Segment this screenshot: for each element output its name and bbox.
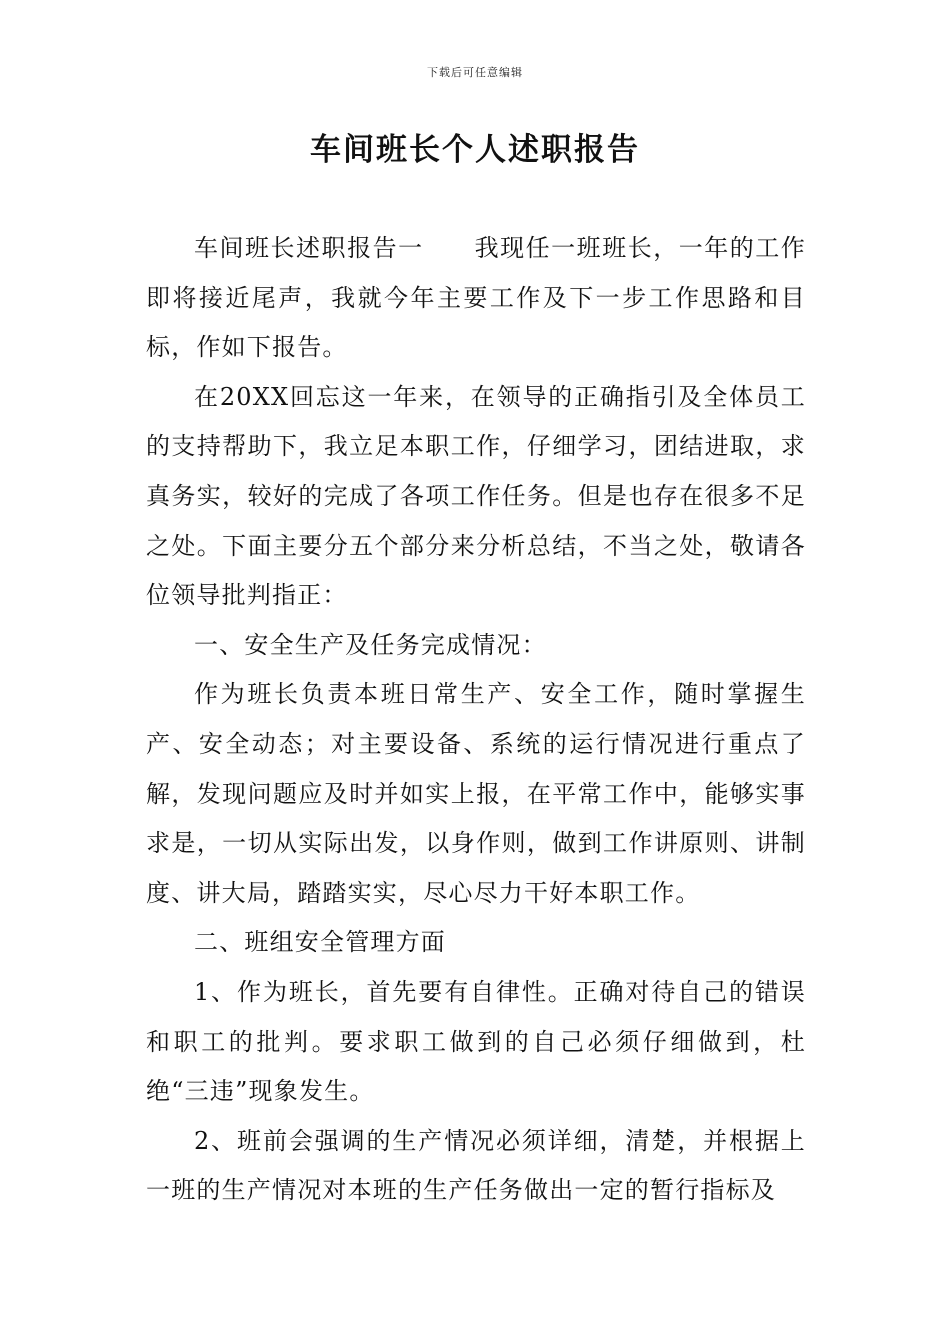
document-body xyxy=(146,224,806,1216)
document-title: 车间班长个人述职报告 xyxy=(310,132,640,168)
paragraph-intro: 车间班长述职报告一 我现任一班班长，一年的工作即将接近尾声，我就今年主要工作及下一步工作思路和目标，作如下报告。 xyxy=(146,234,806,362)
section-heading-safety-production: 一、安全生产及任务完成情况： xyxy=(194,630,547,659)
paragraph-safety-production: 作为班长负责本班日常生产、安全工作，随时掌握生产、安全动态；对主要设备、系统的运行情况进行重点了解，发现问题应及时并如实上报，在平常工作中，能够实事求是，一切从实际出发，以身作则，做到工作讲原则、讲制度、讲大局，踏踏实实，尽心尽力干好本职工作。 xyxy=(146,680,806,907)
section-heading-team-safety: 二、班组安全管理方面 xyxy=(194,928,446,957)
paragraph-item-1: 1、作为班长，首先要有自律性。正确对待自己的错误和职工的批判。要求职工做到的自己必须仔细做到，杜绝“三违”现象发生。 xyxy=(146,977,806,1106)
paragraph-item-2: 2、班前会强调的生产情况必须详细，清楚，并根据上一班的生产情况对本班的生产任务做出一定的暂行指标及 xyxy=(146,1126,806,1205)
header-note: 下载后可任意编辑 xyxy=(427,66,523,79)
paragraph-review: 在20XX回忘这一年来，在领导的正确指引及全体员工的支持帮助下，我立足本职工作，仔细学习，团结进取，求真务实，较好的完成了各项工作任务。但是也存在很多不足之处。下面主要分五个部分来分析总结，不当之处，敬请各位领导批判指正： xyxy=(146,382,806,610)
